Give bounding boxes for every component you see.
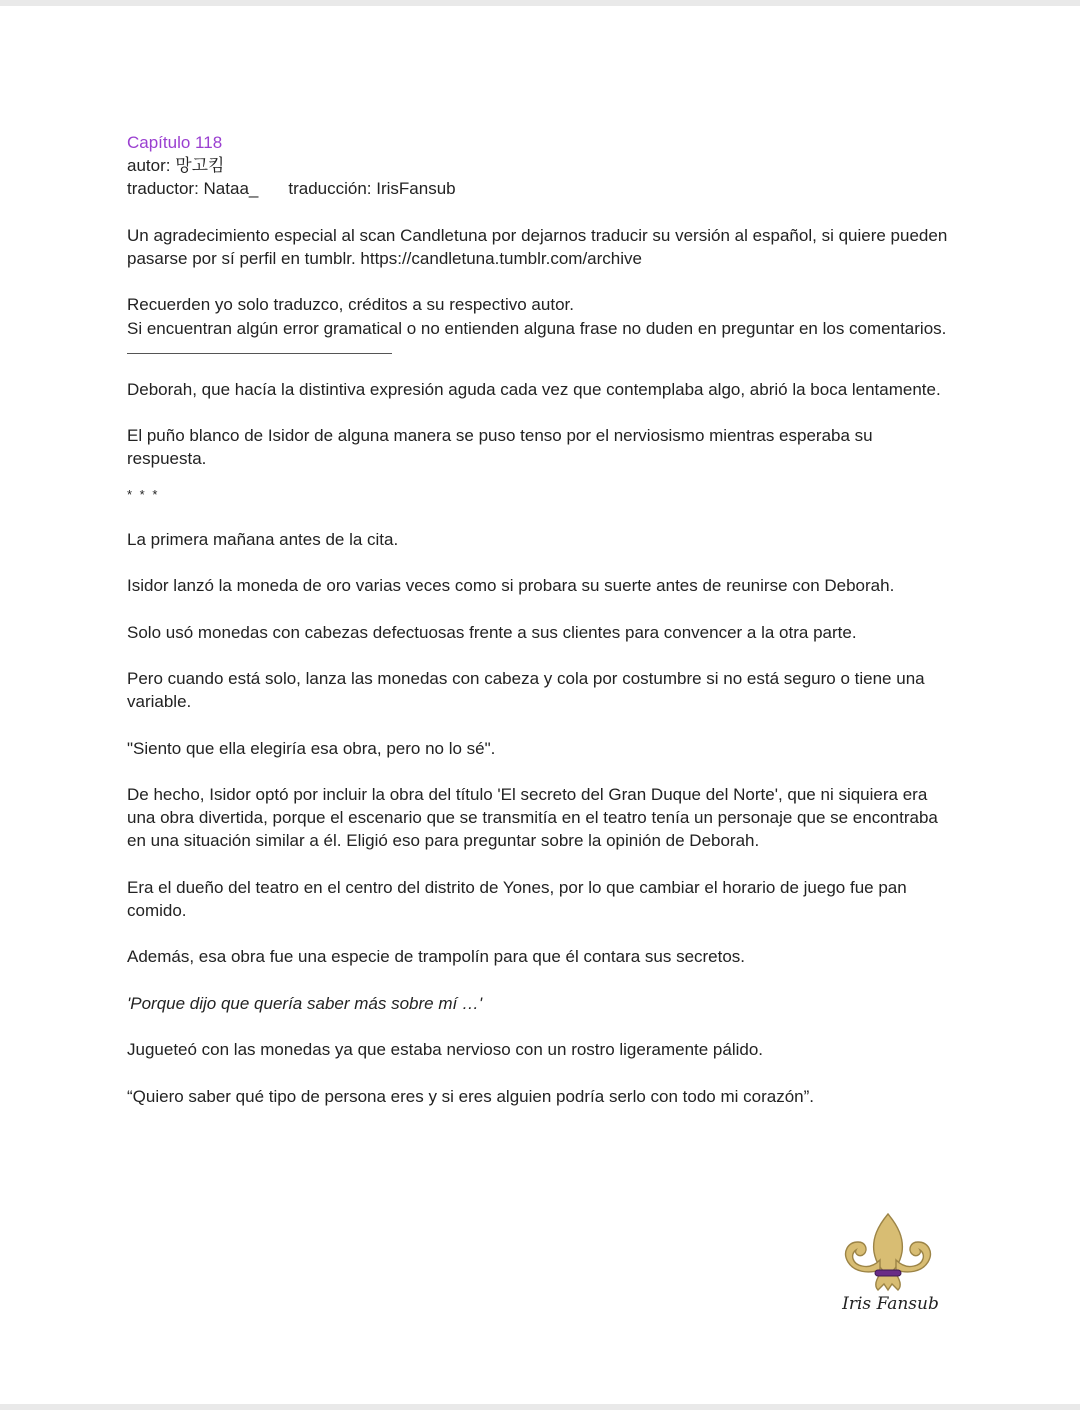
paragraph: Era el dueño del teatro en el centro del distrito de Yones, por lo que cambiar el horario de juego fue pan comido. [127, 877, 907, 920]
paragraph: Isidor lanzó la moneda de oro varias veces como si probara su suerte antes de reunirse con Deborah. [127, 576, 895, 596]
chapter-title: Capítulo 118 [127, 133, 223, 152]
paragraph: “Quiero saber qué tipo de persona eres y si eres alguien podría serlo con todo mi corazón”. [127, 1086, 814, 1106]
thanks-paragraph: Un agradecimiento especial al scan Candletuna por dejarnos traducir su versión al español, si quiere pueden pasarse por sí perfil en tumblr. https://candletuna.tumblr.com/archive [127, 225, 948, 268]
paragraph: De hecho, Isidor optó por incluir la obra del título 'El secreto del Gran Duque del Norte', que ni siquiera era una obra divertida, porque el escenario que se transmitía en el teatro tenía un personaje que se encontraba en una situación similar a él. Eligió eso para preguntar sobre la opinión de Deborah. [127, 784, 938, 851]
credits-paragraph: Recuerden yo solo traduzco, créditos a su respectivo autor. [127, 295, 574, 315]
paragraph: Jugueteó con las monedas ya que estaba nervioso con un rostro ligeramente pálido. [127, 1040, 764, 1060]
divider-line [127, 353, 392, 354]
logo-text: Iris Fansub [842, 1294, 939, 1314]
document-body [127, 131, 949, 1108]
author-line: autor: 망고킴 [127, 156, 225, 176]
paragraph: El puño blanco de Isidor de alguna manera se puso tenso por el nerviosismo mientras esperaba su respuesta. [127, 426, 873, 469]
paragraph: Además, esa obra fue una especie de trampolín para que él contara sus secretos. [127, 947, 746, 967]
paragraph: Deborah, que hacía la distintiva expresión aguda cada vez que contemplaba algo, abrió la boca lentamente. [127, 379, 941, 399]
paragraph: La primera mañana antes de la cita. [127, 529, 399, 549]
scene-separator: * * * [127, 486, 160, 502]
credits-line [127, 177, 949, 200]
bottom-edge [0, 1404, 1080, 1410]
paragraph: "Siento que ella elegiría esa obra, pero no lo sé". [127, 738, 496, 758]
top-edge [0, 0, 1080, 6]
fleur-de-lis-icon [838, 1212, 943, 1292]
italic-thought: 'Porque dijo que quería saber más sobre mí …' [127, 993, 483, 1013]
errors-paragraph: Si encuentran algún error gramatical o no entienden alguna frase no duden en preguntar en los comentarios. [127, 318, 947, 338]
paragraph: Pero cuando está solo, lanza las monedas con cabeza y cola por costumbre si no está seguro o tiene una variable. [127, 668, 925, 712]
translation-line: traducción: IrisFansub [288, 179, 456, 199]
translator-line: traductor: Nataa_ [127, 179, 259, 199]
paragraph: Solo usó monedas con cabezas defectuosas frente a sus clientes para convencer a la otra parte. [127, 622, 857, 642]
iris-fansub-logo [838, 1212, 943, 1322]
